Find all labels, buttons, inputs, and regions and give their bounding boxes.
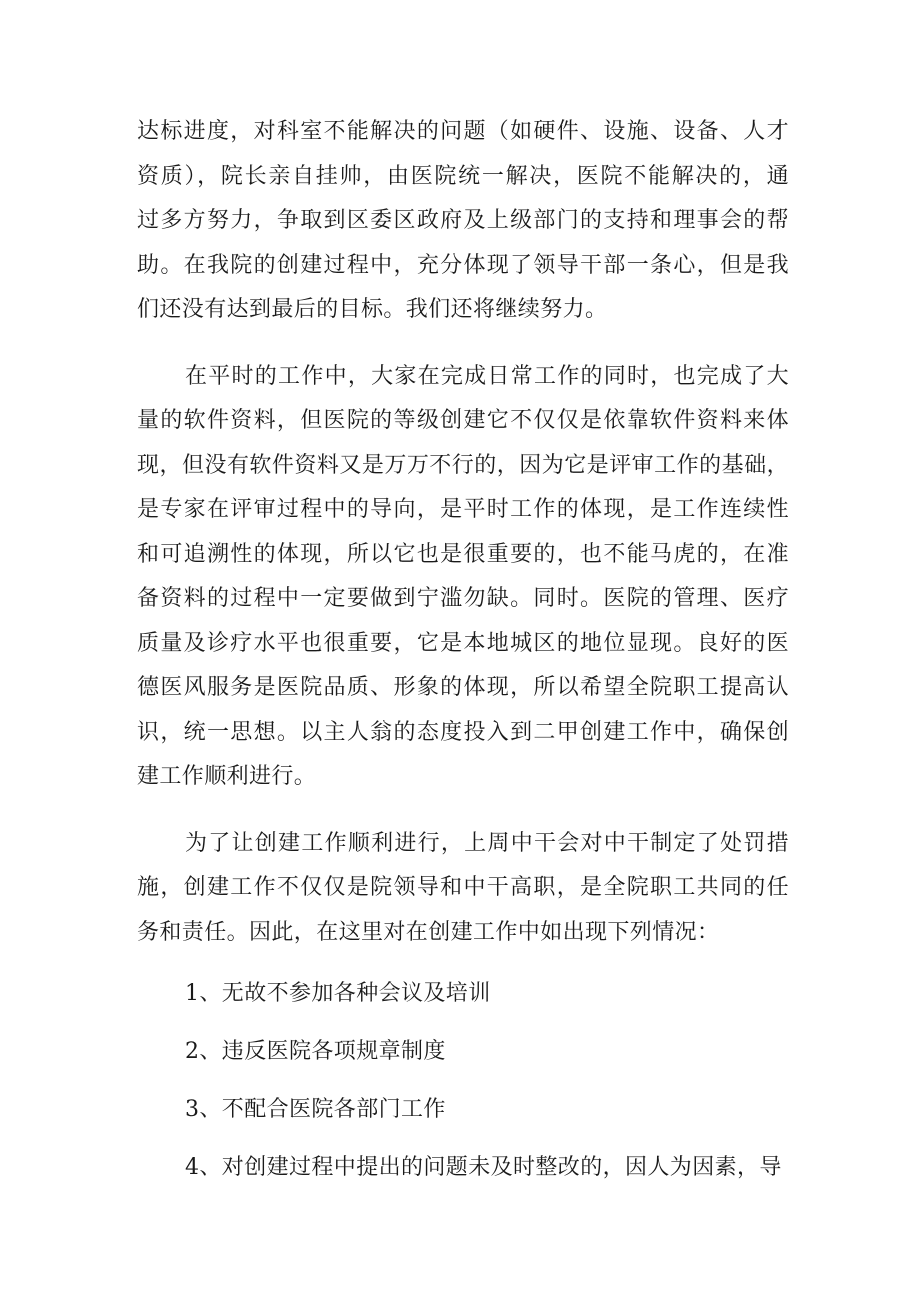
list-gap [137, 1071, 789, 1091]
list-item: 4、对创建过程中提出的问题未及时整改的，因人为因素，导 [185, 1155, 782, 1180]
text-line: 和可追溯性的体现，所以它也是很重要的，也不能马虎的，在准 [137, 541, 789, 567]
text-line: 是专家在评审过程中的导向，是平时工作的体现，是工作连续性 [137, 497, 789, 522]
text-line: 助。在我院的创建过程中，充分体现了领导干部一条心，但是我 [137, 252, 789, 278]
text-line: 德医风服务是医院品质、形象的体现，所以希望全院职工提高认 [137, 675, 789, 700]
violation-list [137, 975, 789, 1187]
text-line: 识，统一思想。以主人翁的态度投入到二甲创建工作中，确保创 [137, 719, 789, 745]
list-gap [137, 1129, 789, 1149]
text-line: 们还没有达到最后的目标。我们还将继续努力。 [137, 297, 608, 322]
text-line: 务和责任。因此，在这里对在创建工作中如出现下列情况： [137, 919, 720, 945]
paragraph-gap [137, 800, 789, 822]
list-item: 1、无故不参加各种会议及培训 [185, 981, 491, 1006]
paragraph-3 [137, 822, 789, 956]
text-line: 量的软件资料，但医院的等级创建它不仅仅是依靠软件资料来体 [137, 408, 789, 433]
text-line: 过多方努力，争取到区委区政府及上级部门的支持和理事会的帮 [137, 208, 789, 233]
text-line: 资质），院长亲自挂帅，由医院统一解决，医院不能解决的，通 [137, 163, 789, 189]
paragraph-gap [137, 955, 789, 975]
text-line: 备资料的过程中一定要做到宁滥勿缺。同时。医院的管理、医疗 [137, 586, 789, 611]
document-page [137, 110, 789, 1187]
text-line: 质量及诊疗水平也很重要，它是本地城区的地位显现。良好的医 [137, 630, 789, 656]
text-line: 施，创建工作不仅仅是院领导和中干高职，是全院职工共同的任 [137, 875, 789, 900]
paragraph-1 [137, 110, 789, 333]
list-item: 3、不配合医院各部门工作 [185, 1097, 446, 1122]
text-line: 在平时的工作中，大家在完成日常工作的同时，也完成了大 [185, 363, 789, 389]
text-line: 现，但没有软件资料又是万万不行的，因为它是评审工作的基础， [137, 452, 789, 478]
text-line: 为了让创建工作顺利进行，上周中干会对中干制定了处罚措 [185, 830, 789, 856]
paragraph-gap [137, 333, 789, 355]
text-line: 建工作顺利进行。 [137, 764, 317, 789]
list-item: 2、违反医院各项规章制度 [185, 1039, 446, 1064]
list-gap [137, 1013, 789, 1033]
text-line: 达标进度，对科室不能解决的问题（如硬件、设施、设备、人才 [137, 119, 789, 144]
paragraph-2 [137, 355, 789, 800]
